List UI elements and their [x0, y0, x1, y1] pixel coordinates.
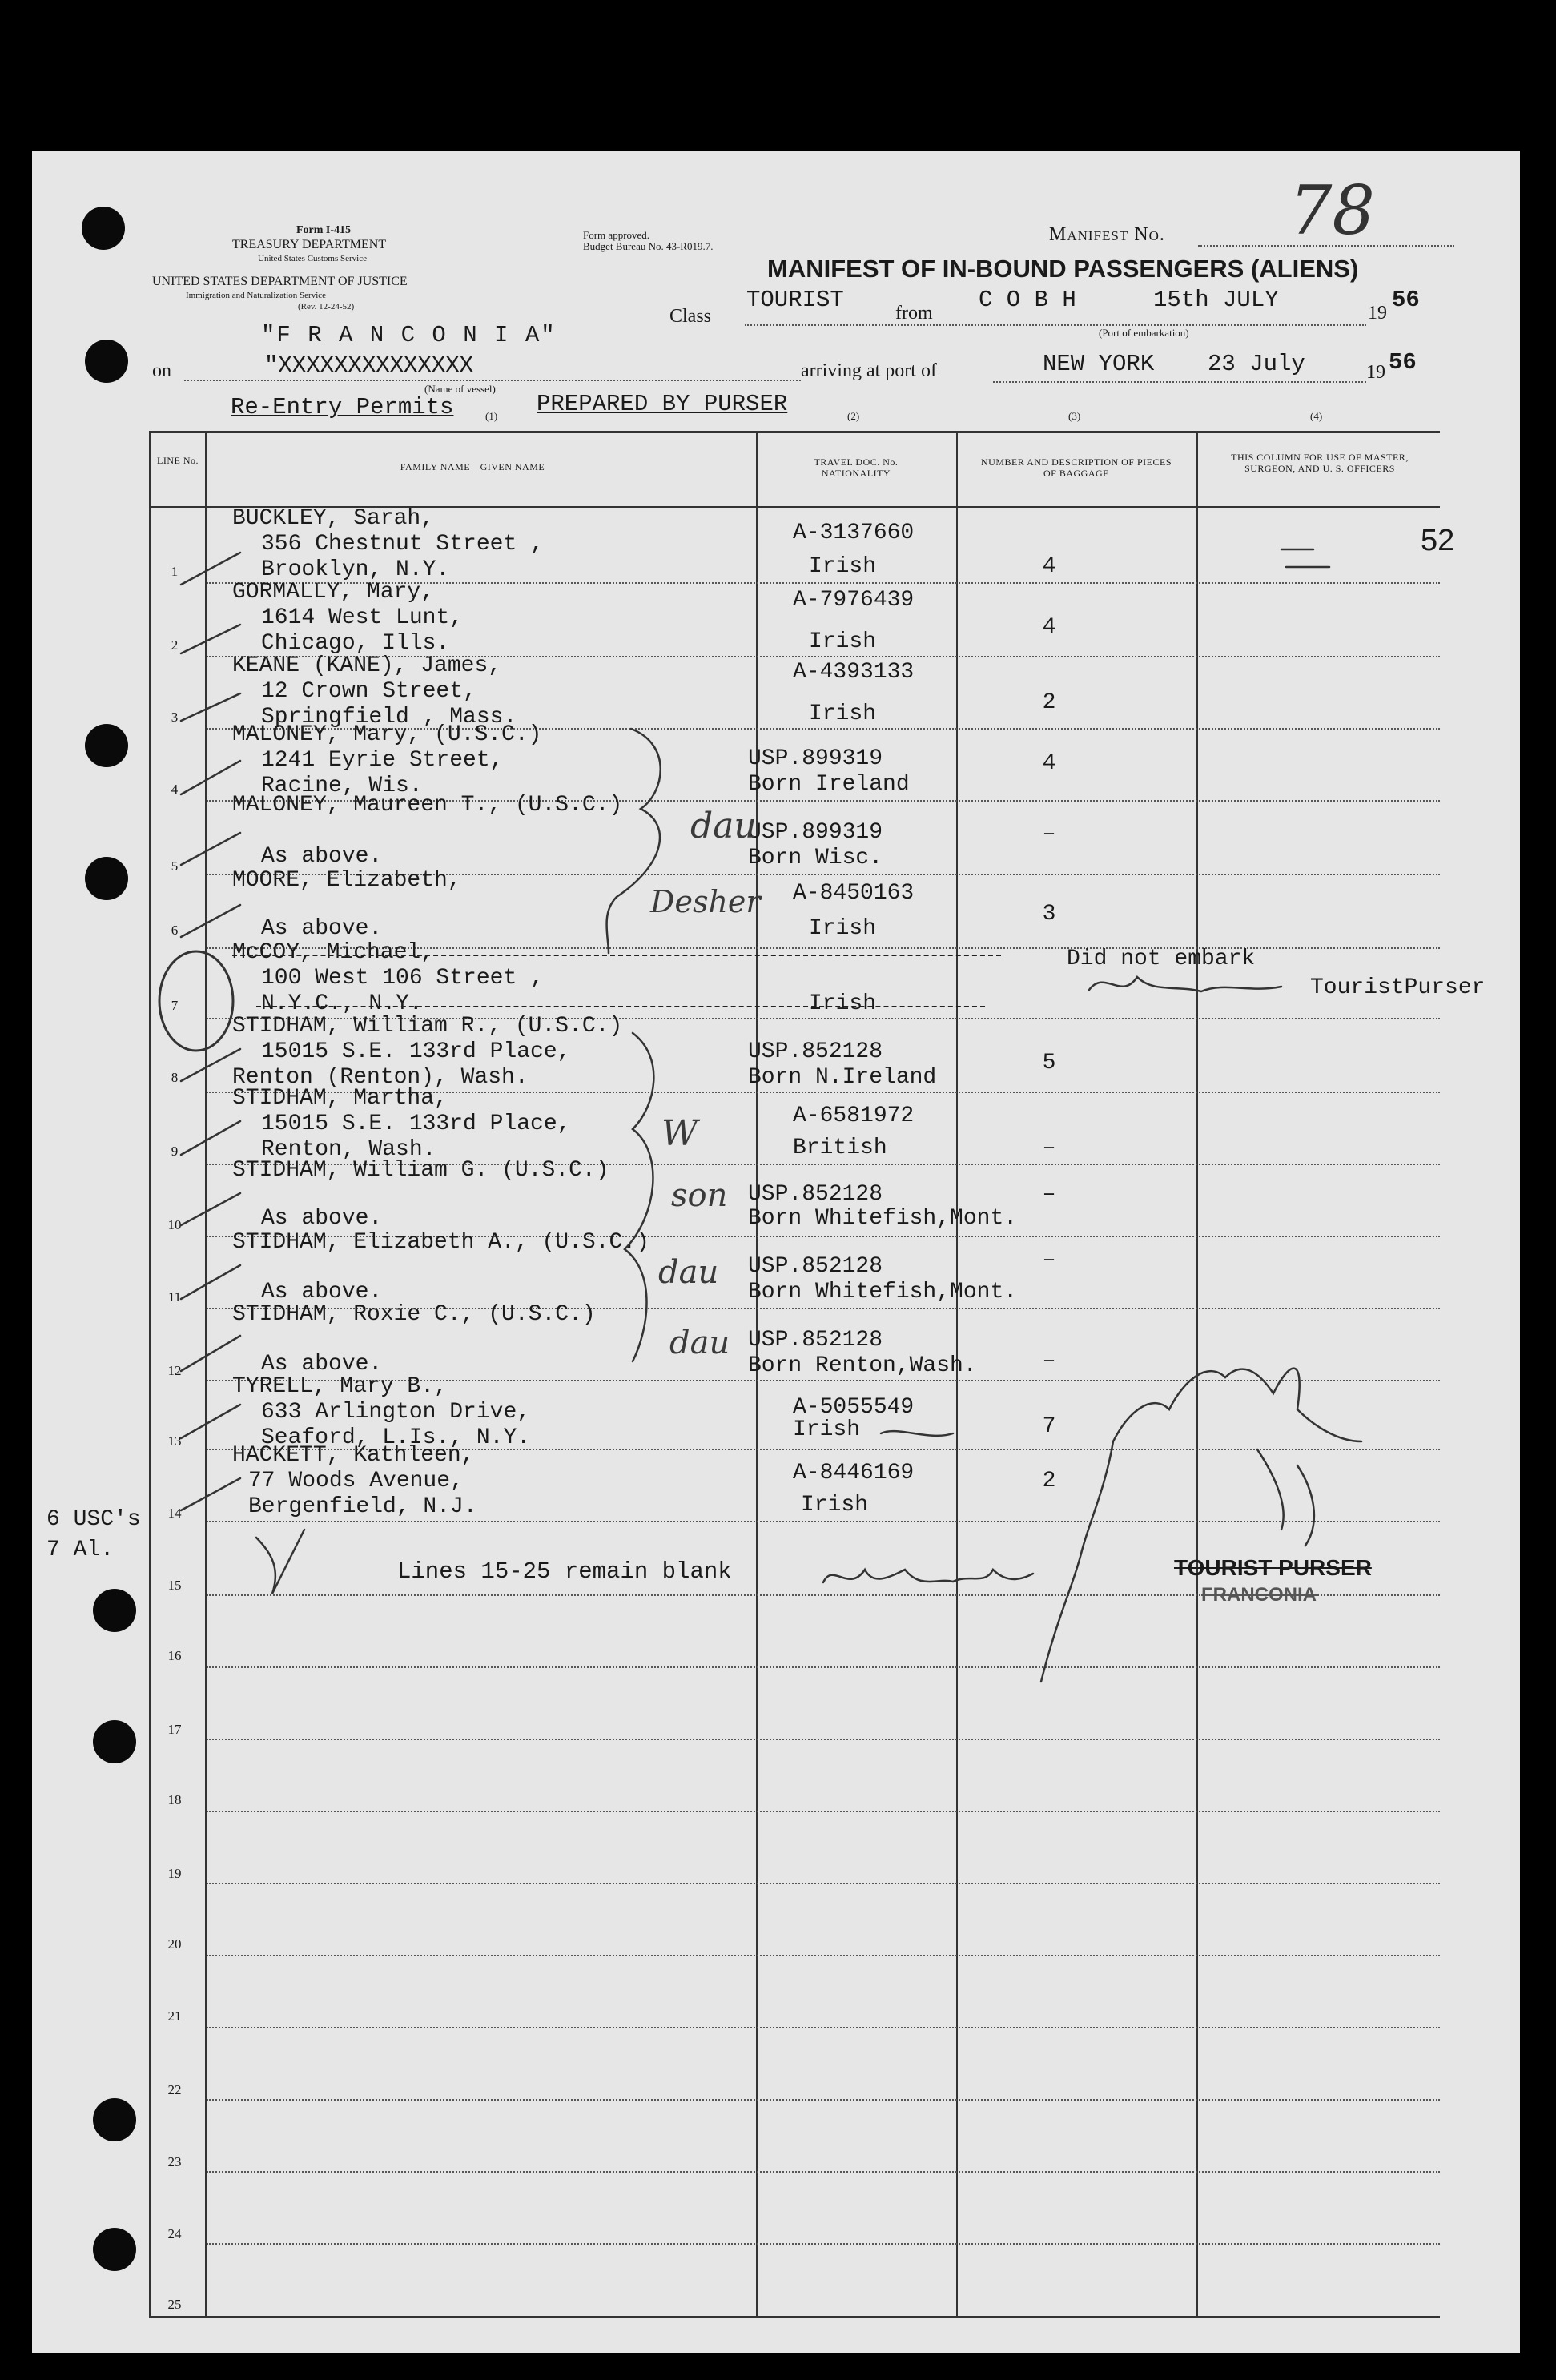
travel-doc: A-3137660 [793, 521, 915, 545]
passenger-address: 15015 S.E. 133rd Place, [261, 1112, 571, 1136]
col-header-name: FAMILY NAME—GIVEN NAME [400, 461, 545, 472]
nationality: Born Whitefish,Mont. [748, 1206, 1018, 1231]
baggage-count: – [1042, 1248, 1056, 1272]
ins-service: Immigration and Naturalization Service [186, 291, 327, 300]
passenger-city: N.Y.C., N.Y. [261, 991, 423, 1016]
passenger-name: STIDHAM, William R., (U.S.C.) [232, 1014, 623, 1039]
baggage-count: – [1042, 1349, 1056, 1373]
line-number: 5 [171, 858, 179, 874]
travel-doc: A-4393133 [793, 660, 915, 685]
travel-doc: A-5055549 [793, 1395, 915, 1420]
handwritten-desher: Desher [650, 884, 761, 919]
baggage-count: – [1042, 1136, 1056, 1160]
passenger-address: 633 Arlington Drive, [261, 1400, 531, 1425]
passenger-name: TYRELL, Mary B., [232, 1374, 448, 1399]
from-port: C O B H [979, 287, 1076, 313]
travel-doc: A-8450163 [793, 881, 915, 906]
passenger-city: Brooklyn, N.Y. [261, 557, 450, 582]
travel-doc: USP.852128 [748, 1182, 883, 1207]
line-number-22: 22 [167, 2082, 182, 2097]
passenger-name: MALONEY, Maureen T., (U.S.C.) [232, 793, 623, 818]
budget-bureau: Budget Bureau No. 43-R019.7. [583, 240, 714, 252]
class-label: Class [669, 306, 712, 327]
passenger-city: Renton, Wash. [261, 1137, 436, 1162]
line-number-23: 23 [167, 2154, 182, 2169]
customs-service: United States Customs Service [258, 254, 367, 263]
line-number: 10 [167, 1217, 182, 1232]
passenger-city: As above. [261, 844, 383, 869]
travel-doc: USP.852128 [748, 1254, 883, 1279]
handwritten-dau: dau [690, 806, 757, 846]
passenger-name: BUCKLEY, Sarah, [232, 506, 435, 531]
passenger-city: As above. [261, 1206, 383, 1231]
baggage-count: 2 [1042, 1469, 1056, 1494]
did-not-embark: Did not embark [1067, 947, 1256, 971]
vessel-label: (Name of vessel) [424, 383, 496, 395]
nationality: Irish [793, 1417, 861, 1442]
year-to: 56 [1389, 349, 1417, 376]
baggage-count: 3 [1042, 902, 1056, 927]
manifest-no-value: 78 [1289, 171, 1375, 250]
passenger-city: Racine, Wis. [261, 774, 423, 798]
year-prefix-from: 19 [1368, 303, 1387, 324]
arrival-port: NEW YORK [1043, 351, 1155, 377]
nationality: Born Whitefish,Mont. [748, 1280, 1018, 1305]
line-number-20: 20 [167, 1936, 182, 1952]
passenger-name: MOORE, Elizabeth, [232, 868, 461, 893]
side-note-aliens: 7 Al. [46, 1538, 115, 1562]
passenger-name: STIDHAM, Martha, [232, 1086, 448, 1111]
line-number: 14 [167, 1506, 182, 1521]
line-number: 1 [171, 564, 179, 579]
passenger-city: Renton (Renton), Wash. [232, 1065, 529, 1090]
passenger-city: As above. [261, 1352, 383, 1377]
arriving-label: arriving at port of [801, 360, 937, 381]
manifest-title: MANIFEST OF IN-BOUND PASSENGERS (ALIENS) [767, 255, 1359, 283]
line-number: 8 [171, 1070, 179, 1085]
passenger-address: 1614 West Lunt, [261, 605, 464, 630]
baggage-count: 5 [1042, 1051, 1056, 1075]
handwritten-son: son [671, 1177, 728, 1214]
revision: (Rev. 12-24-52) [298, 302, 355, 312]
manifest-no-label: Manifest No. [1049, 224, 1165, 245]
passenger-name: MALONEY, Mary, (U.S.C.) [232, 722, 542, 747]
col-header-officers: THIS COLUMN FOR USE OF MASTER, SURGEON, AND U. S. OFFICERS [1231, 452, 1409, 474]
passenger-city: As above. [261, 916, 383, 941]
line-number: 12 [167, 1363, 182, 1378]
nationality: Irish [809, 916, 877, 941]
col1-number: (1) [485, 410, 498, 422]
nationality: Irish [809, 554, 877, 579]
handwritten-dau-2: dau [658, 1254, 719, 1291]
baggage-count: 2 [1042, 690, 1056, 715]
handwritten-dau-3: dau [669, 1325, 730, 1361]
nationality: Irish [801, 1493, 869, 1518]
line-number-16: 16 [167, 1648, 182, 1663]
passenger-address: 12 Crown Street, [261, 679, 476, 704]
line-number-25: 25 [167, 2297, 182, 2312]
from-label: from [895, 303, 933, 324]
line-number: 11 [167, 1289, 182, 1305]
passenger-city: Chicago, Ills. [261, 631, 450, 656]
travel-doc: A-8446169 [793, 1461, 915, 1485]
tourist-purser-note: TouristPurser [1310, 975, 1486, 1000]
baggage-count: 7 [1042, 1414, 1056, 1439]
line-number: 4 [171, 782, 179, 797]
travel-doc: A-7976439 [793, 588, 915, 613]
nationality: Born N.Ireland [748, 1065, 937, 1090]
tourist-purser-stamp: TOURIST PURSER [1174, 1555, 1372, 1580]
passenger-address: 356 Chestnut Street , [261, 532, 544, 557]
nationality: Irish [809, 629, 877, 654]
line-number-17: 17 [167, 1722, 182, 1737]
col2-number: (2) [847, 410, 860, 422]
count-52: 52 [1421, 524, 1455, 557]
baggage-count: 4 [1042, 554, 1056, 579]
nationality: Born Wisc. [748, 846, 883, 870]
baggage-count: – [1042, 1182, 1056, 1207]
passenger-address: 77 Woods Avenue, [248, 1469, 464, 1494]
side-note-usc: 6 USC's [46, 1507, 141, 1532]
line-number-18: 18 [167, 1792, 182, 1807]
justice-department: UNITED STATES DEPARTMENT OF JUSTICE [152, 275, 408, 288]
passenger-address: 15015 S.E. 133rd Place, [261, 1039, 571, 1064]
line-number: 2 [171, 637, 179, 653]
passenger-city: Bergenfield, N.J. [248, 1494, 477, 1519]
passenger-address: 100 West 106 Street , [261, 966, 544, 991]
line-number: 13 [167, 1433, 182, 1449]
line-number: 3 [171, 710, 179, 725]
vessel-name-struck: "XXXXXXXXXXXXXX [264, 352, 474, 379]
col4-number: (4) [1310, 410, 1323, 422]
passenger-name: STIDHAM, Elizabeth A., (U.S.C.) [232, 1230, 649, 1255]
passenger-city: As above. [261, 1280, 383, 1305]
passenger-city: Seaford, L.Is., N.Y. [261, 1425, 531, 1450]
passenger-name: STIDHAM, William G. (U.S.C.) [232, 1158, 609, 1183]
vessel-name-typed: "F R A N C O N I A" [261, 322, 557, 348]
travel-doc: USP.852128 [748, 1039, 883, 1064]
treasury-department: TREASURY DEPARTMENT [232, 238, 387, 251]
baggage-count: 4 [1042, 751, 1056, 776]
line-number-21: 21 [167, 2008, 182, 2024]
passenger-address: 1241 Eyrie Street, [261, 748, 504, 773]
port-embarkation-label: (Port of embarkation) [1099, 327, 1189, 339]
form-number: Form I-415 [296, 224, 352, 236]
on-label: on [152, 360, 171, 381]
passenger-name: McCOY, Michael, [232, 940, 435, 965]
arrival-date: 23 July [1208, 351, 1305, 377]
class-value: TOURIST [746, 287, 844, 313]
passenger-city: Springfield , Mass. [261, 705, 517, 730]
line-number: 9 [171, 1144, 179, 1159]
travel-doc: A-6581972 [793, 1104, 915, 1128]
year-from: 56 [1392, 287, 1420, 313]
form-approved: Form approved. [583, 229, 650, 241]
line-number: 6 [171, 923, 179, 938]
passenger-name: KEANE (KANE), James, [232, 653, 502, 678]
baggage-count: 4 [1042, 615, 1056, 640]
nationality: Irish [809, 702, 877, 726]
line-number-15: 15 [167, 1578, 182, 1593]
handwritten-w: W [661, 1113, 698, 1154]
travel-doc: USP.899319 [748, 746, 883, 771]
passenger-name: GORMALLY, Mary, [232, 580, 435, 605]
year-prefix-to: 19 [1366, 362, 1385, 383]
lines-blank-note: Lines 15-25 remain blank [397, 1558, 732, 1585]
col3-number: (3) [1068, 410, 1081, 422]
col-header-travel-doc: TRAVEL DOC. No. NATIONALITY [814, 456, 899, 479]
col-header-baggage: NUMBER AND DESCRIPTION OF PIECES OF BAGGAGE [980, 456, 1172, 479]
nationality: Born Ireland [748, 772, 910, 797]
line-number-24: 24 [167, 2226, 182, 2241]
line-number: 7 [171, 998, 179, 1013]
travel-doc: USP.899319 [748, 820, 883, 845]
nationality: Irish [809, 991, 877, 1016]
passenger-name: STIDHAM, Roxie C., (U.S.C.) [232, 1302, 596, 1327]
travel-doc: USP.852128 [748, 1328, 883, 1353]
passenger-name: HACKETT, Kathleen, [232, 1443, 475, 1468]
franconia-stamp: FRANCONIA [1201, 1584, 1317, 1606]
line-number-19: 19 [167, 1866, 182, 1881]
departure-date: 15th JULY [1153, 287, 1279, 313]
baggage-count: – [1042, 822, 1056, 846]
nationality: British [793, 1136, 887, 1160]
prepared-by-purser: PREPARED BY PURSER [537, 391, 788, 417]
reentry-permits: Re-Entry Permits [231, 394, 454, 420]
nationality: Born Renton,Wash. [748, 1353, 977, 1378]
col-header-line-no: LINE No. [157, 455, 199, 466]
